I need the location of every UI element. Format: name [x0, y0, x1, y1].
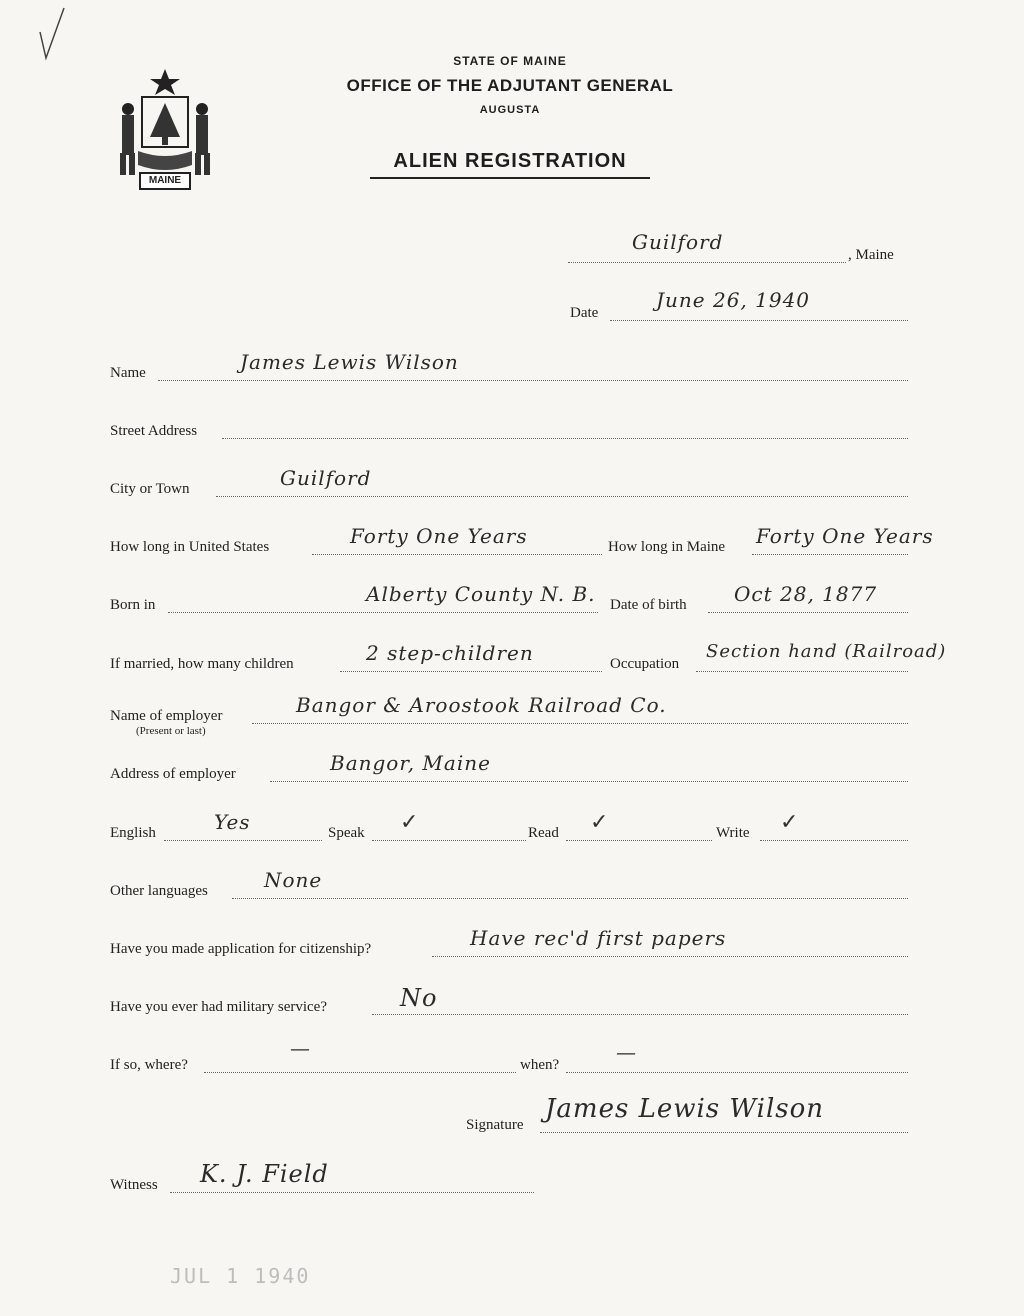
received-date-stamp: JUL 1 1940: [170, 1264, 311, 1288]
children-label: If married, how many children: [110, 656, 294, 672]
signature-value[interactable]: James Lewis Wilson: [545, 1094, 825, 1124]
form-title: ALIEN REGISTRATION: [393, 150, 627, 172]
write-check-icon[interactable]: ✓: [780, 810, 799, 835]
where-line: [204, 1072, 516, 1073]
citizenship-line: [432, 956, 908, 957]
years-us-label: How long in United States: [110, 539, 270, 555]
years-maine-value[interactable]: Forty One Years: [756, 524, 934, 548]
employer-address-label: Address of employer: [110, 766, 236, 782]
dob-label: Date of birth: [610, 597, 687, 613]
witness-value[interactable]: K. J. Field: [200, 1160, 329, 1188]
street-line: [222, 438, 908, 439]
name-value[interactable]: James Lewis Wilson: [240, 350, 459, 374]
date-label: Date: [570, 305, 599, 321]
witness-label: Witness: [110, 1177, 158, 1193]
years-maine-label: How long in Maine: [608, 539, 726, 555]
years-us-line: [312, 554, 602, 555]
citizenship-label: Have you made application for citizenship?: [110, 941, 372, 957]
occupation-label: Occupation: [610, 656, 680, 672]
military-label: Have you ever had military service?: [110, 999, 327, 1015]
street-label: Street Address: [110, 423, 198, 439]
corner-check-icon: [34, 4, 68, 62]
english-label: English: [110, 825, 156, 841]
where-label: If so, where?: [110, 1057, 188, 1073]
occupation-line: [696, 671, 908, 672]
speak-check-icon[interactable]: ✓: [400, 810, 419, 835]
speak-line: [372, 840, 526, 841]
children-line: [340, 671, 602, 672]
years-us-value[interactable]: Forty One Years: [350, 524, 528, 548]
born-line: [168, 612, 598, 613]
english-value[interactable]: Yes: [214, 810, 251, 834]
write-line: [760, 840, 908, 841]
name-line: [158, 380, 908, 381]
witness-line: [170, 1192, 534, 1193]
other-languages-label: Other languages: [110, 883, 208, 899]
employer-label: Name of employer: [110, 708, 223, 724]
header-office: OFFICE OF THE ADJUTANT GENERAL: [346, 76, 674, 95]
signature-label: Signature: [466, 1117, 524, 1133]
seal-banner-text: MAINE: [148, 175, 182, 186]
when-line: [566, 1072, 908, 1073]
dob-value[interactable]: Oct 28, 1877: [734, 582, 878, 606]
born-value[interactable]: Alberty County N. B.: [366, 582, 596, 606]
when-label: when?: [520, 1057, 560, 1073]
read-check-icon[interactable]: ✓: [590, 810, 609, 835]
signature-line: [540, 1132, 908, 1133]
write-label: Write: [716, 825, 750, 841]
date-line: [610, 320, 908, 321]
date-value[interactable]: June 26, 1940: [656, 288, 811, 312]
town-value[interactable]: Guilford: [632, 230, 724, 254]
military-value[interactable]: No: [400, 984, 438, 1012]
header-state: STATE OF MAINE: [453, 54, 567, 68]
employer-line: [252, 723, 908, 724]
employer-note: (Present or last): [136, 725, 206, 737]
employer-value[interactable]: Bangor & Aroostook Railroad Co.: [296, 693, 667, 717]
header-city: AUGUSTA: [479, 104, 541, 116]
name-label: Name: [110, 365, 146, 381]
employer-address-line: [270, 781, 908, 782]
military-line: [372, 1014, 908, 1015]
children-value[interactable]: 2 step-children: [366, 641, 534, 665]
city-label: City or Town: [110, 481, 190, 497]
where-value[interactable]: —: [290, 1036, 311, 1060]
city-value[interactable]: Guilford: [280, 466, 372, 490]
dob-line: [708, 612, 908, 613]
speak-label: Speak: [328, 825, 365, 841]
other-languages-line: [232, 898, 908, 899]
occupation-value[interactable]: Section hand (Railroad): [706, 641, 947, 662]
other-languages-value[interactable]: None: [264, 868, 323, 892]
citizenship-value[interactable]: Have rec'd first papers: [470, 926, 727, 950]
title-underline: [370, 177, 650, 179]
years-maine-line: [752, 554, 908, 555]
employer-address-value[interactable]: Bangor, Maine: [330, 751, 491, 775]
read-line: [566, 840, 712, 841]
city-line: [216, 496, 908, 497]
read-label: Read: [528, 825, 559, 841]
when-value[interactable]: —: [616, 1040, 637, 1064]
town-suffix: , Maine: [848, 247, 894, 263]
english-line: [164, 840, 322, 841]
born-label: Born in: [110, 597, 156, 613]
town-line: [568, 262, 846, 263]
